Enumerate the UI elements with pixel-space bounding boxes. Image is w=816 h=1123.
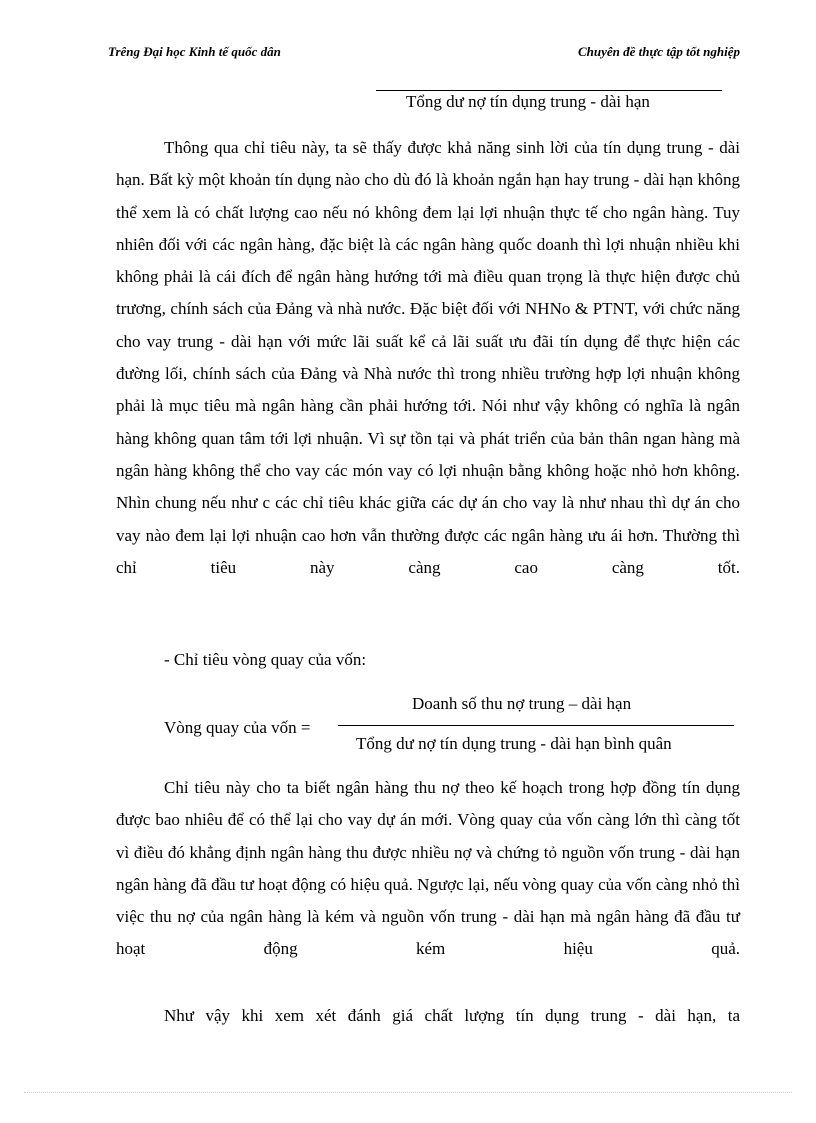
formula-denominator: Tổng dư nợ tín dụng trung - dài hạn bình quân xyxy=(356,734,672,753)
footer-divider xyxy=(24,1092,792,1093)
paragraph-conclusion: Như vậy khi xem xét đánh giá chất lượng tín dụng trung - dài hạn, ta xyxy=(164,1006,740,1025)
bullet-capital-turnover: - Chỉ tiêu vòng quay của vốn: xyxy=(164,650,367,669)
fraction-bar xyxy=(338,725,734,726)
paragraph-turnover-meaning: Chỉ tiêu này cho ta biết ngân hàng thu nợ theo kế hoạch trong hợp đồng tín dụng được bao nhiêu để có thể lại cho vay dự án mới. Vòng quay của vốn càng lớn thì càng tốt vì điều đó khẳng định ngân hàng thu được nhiều nợ và chứng tỏ nguồn vốn trung - dài hạn ngân hàng đã đầu tư hoạt động có hiệu quả. Ngược lại, nếu vòng quay của vốn càng nhỏ thì việc thu nợ của ngân hàng là kém và nguồn vốn trung - dài hạn mà ngân hàng đã đầu tư hoạt động kém hiệu quả. xyxy=(116,778,740,959)
header-school-name: Trêng Đại học Kinh tế quốc dân xyxy=(108,44,281,59)
formula-numerator: Doanh số thu nợ trung – dài hạn xyxy=(412,694,632,713)
formula-lhs: Vòng quay của vốn = xyxy=(164,718,311,737)
fraction-bar-top xyxy=(376,90,722,91)
header-document-title: Chuyên đề thực tập tốt nghiệp xyxy=(578,44,740,59)
top-formula-denominator: Tổng dư nợ tín dụng trung - dài hạn xyxy=(406,92,650,111)
paragraph-profitability: Thông qua chỉ tiêu này, ta sẽ thấy được khả năng sinh lời của tín dụng trung - dài hạn. Bất kỳ một khoản tín dụng nào cho dù đó là khoản ngắn hạn hay trung - dài hạn không thể xem là có chất lượng cao nếu nó không đem lại lợi nhuận thực tế cho ngân hàng. Tuy nhiên đối với các ngân hàng, đặc biệt là các ngân hàng quốc doanh thì lợi nhuận nhiều khi không phải là cái đích để ngân hàng hướng tới mà điều quan trọng là thực hiện được chủ trương, chính sách của Đảng và nhà nước. Đặc biệt đối với NHNo & PTNT, với chức năng cho vay trung - dài hạn với mức lãi suất kể cả lãi suất ưu đãi tín dụng để thực hiện các đường lối, chính sách của Đảng và Nhà nước thì trong nhiều trường hợp lợi nhuận không phải là mục tiêu mà ngân hàng cần phải hướng tới. Nói như vậy không có nghĩa là ngân hàng không quan tâm tới lợi nhuận. Vì sự tồn tại và phát triển của bản thân ngan hàng mà ngân hàng không thể cho vay các món vay có lợi nhuận bằng không hoặc nhỏ hơn không. Nhìn chung nếu như c các chỉ tiêu khác giữa các dự án cho vay là như nhau thì dự án cho vay nào đem lại lợi nhuận cao hơn vẫn thường được các ngân hàng ưu ái hơn. Thường thì chỉ tiêu này càng cao càng tốt. xyxy=(116,138,740,577)
